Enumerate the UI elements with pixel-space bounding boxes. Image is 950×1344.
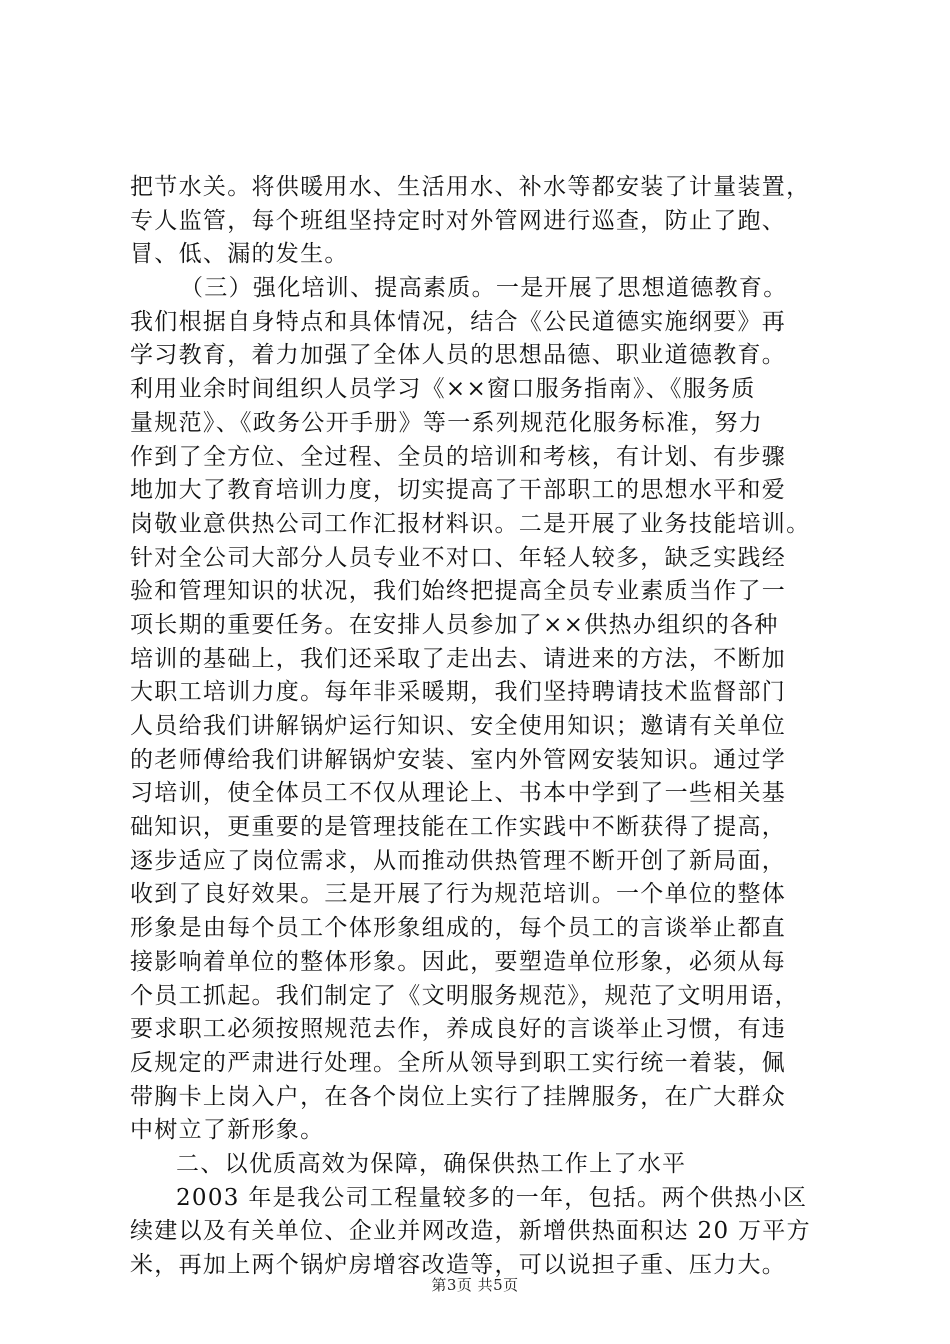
text-line: 项长期的重要任务。在安排人员参加了××供热办组织的各种: [130, 611, 779, 638]
text-line: 的老师傅给我们讲解锅炉安装、室内外管网安装知识。通过学: [130, 746, 787, 773]
text-line: 我们根据自身特点和具体情况，结合《公民道德实施纲要》再: [130, 308, 787, 335]
text-line: 作到了全方位、全过程、全员的培训和考核，有计划、有步骤: [130, 443, 787, 470]
text-line: 逐步适应了岗位需求，从而推动供热管理不断开创了新局面，: [130, 847, 787, 874]
text-line: 接影响着单位的整体形象。因此，要塑造单位形象，必须从每: [130, 948, 787, 975]
text-line: 人员给我们讲解锅炉运行知识、安全使用知识；邀请有关单位: [130, 713, 787, 739]
page-number-footer: 第3页 共5页: [431, 1276, 519, 1294]
text-line: 把节水关。将供暖用水、生活用水、补水等都安装了计量装置，: [130, 174, 811, 200]
text-line: 岗敬业意供热公司工作汇报材料识。二是开展了业务技能培训。: [130, 510, 811, 537]
text-line: 学习教育，着力加强了全体人员的思想品德、职业道德教育。: [130, 342, 787, 369]
text-line: 大职工培训力度。每年非采暖期，我们坚持聘请技术监督部门: [130, 679, 787, 706]
text-line: 反规定的严肃进行处理。全所从领导到职工实行统一着装，佩: [130, 1049, 787, 1076]
document-body: [130, 171, 830, 1283]
text-line: 培训的基础上，我们还采取了走出去、请进来的方法，不断加: [130, 645, 787, 672]
text-line: 量规范》、《政务公开手册》等一系列规范化服务标准，努力: [130, 409, 764, 436]
text-line: 要求职工必须按照规范去作，养成良好的言谈举止习惯，有违: [130, 1016, 787, 1043]
text-line: 米，再加上两个锅炉房增容改造等，可以说担子重、压力大。: [130, 1252, 787, 1278]
text-line: 针对全公司大部分人员专业不对口、年轻人较多，缺乏实践经: [130, 544, 787, 571]
text-line: 验和管理知识的状况，我们始终把提高全员专业素质当作了一: [130, 578, 787, 605]
text-line: 个员工抓起。我们制定了《文明服务规范》，规范了文明用语，: [130, 982, 799, 1009]
section-heading-line: 二、以优质高效为保障，确保供热工作上了水平: [176, 1150, 687, 1177]
text-line: 础知识，更重要的是管理技能在工作实践中不断获得了提高，: [130, 814, 787, 841]
text-line: 地加大了教育培训力度，切实提高了干部职工的思想水平和爱: [130, 477, 787, 504]
section-heading-line: （三）强化培训、提高素质。一是开展了思想道德教育。: [180, 275, 788, 302]
text-line: 2003 年是我公司工程量较多的一年，包括。两个供热小区: [176, 1184, 808, 1211]
text-line: 中树立了新形象。: [130, 1117, 325, 1144]
text-line: 收到了良好效果。三是开展了行为规范培训。一个单位的整体: [130, 881, 787, 908]
text-line: 专人监管，每个班组坚持定时对外管网进行巡查，防止了跑、: [130, 207, 787, 234]
text-line: 续建以及有关单位、企业并网改造，新增供热面积达 20 万平方: [130, 1218, 811, 1245]
text-line: 利用业余时间组织人员学习《××窗口服务指南》、《服务质: [130, 376, 756, 403]
text-line: 形象是由每个员工个体形象组成的，每个员工的言谈举止都直: [130, 915, 787, 942]
text-line: 习培训，使全体员工不仅从理论上、书本中学到了一些相关基: [130, 780, 787, 807]
text-line: 冒、低、漏的发生。: [130, 241, 349, 268]
text-line: 带胸卡上岗入户，在各个岗位上实行了挂牌服务，在广大群众: [130, 1083, 787, 1110]
